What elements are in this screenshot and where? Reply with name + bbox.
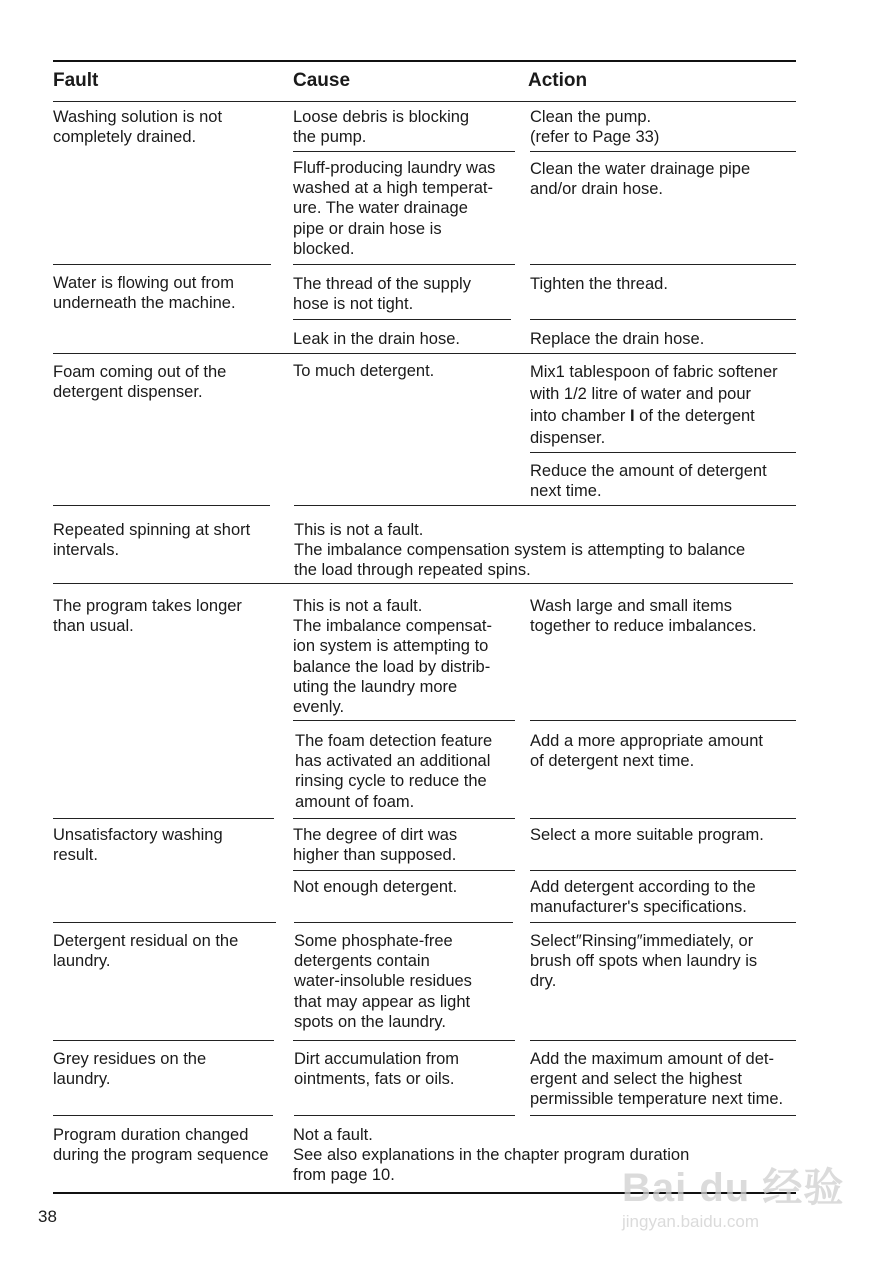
cause-text: The thread of the supply hose is not tight.	[293, 275, 471, 314]
divider	[530, 319, 796, 320]
action-text: Add a more appropriate amount of detergent next time.	[530, 732, 763, 771]
fault-text: Repeated spinning at short intervals.	[53, 521, 251, 560]
divider	[53, 1040, 274, 1041]
action-text: Clean the pump. (refer to Page 33)	[530, 108, 660, 147]
divider	[53, 264, 271, 265]
divider	[530, 1115, 796, 1116]
action-text: Add detergent according to the manufacturer's specifications.	[530, 878, 756, 917]
divider	[293, 818, 515, 819]
cause-text: This is not a fault. The imbalance compensat- ion system is attempting to balance the load by distrib- uting the laundry more evenly.	[293, 597, 493, 717]
cause-text: Dirt accumulation from ointments, fats or oils.	[294, 1050, 460, 1089]
action-text: Wash large and small items together to reduce imbalances.	[530, 597, 757, 636]
fault-text: Detergent residual on the laundry.	[53, 932, 239, 971]
cause-text: Not a fault. See also explanations in the chapter program duration from page 10.	[293, 1126, 690, 1185]
fault-text: The program takes longer than usual.	[53, 597, 242, 636]
divider	[530, 720, 796, 721]
action-text: Replace the drain hose.	[530, 330, 705, 348]
action-text: Tighten the thread.	[530, 275, 668, 293]
action-text-start: Mix1 tablespoon of fabric softener with 1/2 litre of water and pour into chamber	[530, 363, 778, 425]
page-number: 38	[38, 1207, 57, 1226]
cause-text: This is not a fault. The imbalance compensation system is attempting to balance the load through repeated spins.	[294, 521, 746, 580]
divider	[293, 720, 515, 721]
header-cause: Cause	[293, 70, 351, 91]
action-text: Reduce the amount of detergent next time.	[530, 462, 767, 501]
divider	[53, 922, 276, 923]
cause-text: Fluff-producing laundry was washed at a high temperat- ure. The water drainage pipe or drain hose is blocked.	[293, 159, 496, 258]
divider	[530, 151, 796, 152]
fault-text: Washing solution is not completely drained.	[53, 108, 223, 147]
divider	[294, 505, 796, 506]
divider	[294, 1115, 515, 1116]
cause-text: The degree of dirt was higher than supposed.	[293, 826, 458, 865]
divider	[53, 1115, 273, 1116]
header-action: Action	[528, 70, 588, 91]
chamber-marker: I	[629, 407, 635, 425]
header-rule	[53, 101, 796, 102]
divider	[530, 1040, 796, 1041]
watermark-logo: Bai du 经验	[622, 1166, 845, 1210]
divider	[530, 818, 796, 819]
divider	[293, 264, 515, 265]
top-rule	[53, 60, 796, 62]
cause-text: Leak in the drain hose.	[293, 330, 460, 348]
divider	[530, 452, 796, 453]
cause-text: The foam detection feature has activated an additional rinsing cycle to reduce the amount of foam.	[295, 732, 493, 811]
cause-text: Not enough detergent.	[293, 878, 458, 896]
fault-text: Foam coming out of the detergent dispenser.	[53, 363, 227, 402]
divider	[293, 319, 511, 320]
divider	[293, 151, 515, 152]
action-text: Select″Rinsing″immediately, or brush off spots when laundry is dry.	[530, 932, 758, 991]
fault-text: Grey residues on the laundry.	[53, 1050, 207, 1089]
divider	[293, 1040, 515, 1041]
cause-text: Loose debris is blocking the pump.	[293, 108, 470, 147]
fault-text: Water is flowing out from underneath the machine.	[53, 274, 236, 313]
action-text: Add the maximum amount of det- ergent and select the highest permissible temperature next time.	[530, 1050, 784, 1109]
fault-text: Program duration changed during the program sequence	[53, 1126, 269, 1165]
cause-text: Some phosphate-free detergents contain water-insoluble residues that may appear as light spots on the laundry.	[294, 932, 472, 1031]
divider	[53, 818, 274, 819]
divider	[293, 870, 515, 871]
divider	[53, 353, 796, 354]
divider	[53, 583, 793, 584]
action-text: Select a more suitable program.	[530, 826, 764, 844]
cause-text: To much detergent.	[293, 362, 435, 380]
divider	[53, 505, 270, 506]
watermark	[622, 1166, 852, 1246]
header-fault: Fault	[53, 70, 99, 91]
divider	[530, 922, 796, 923]
action-text-end: of the detergent dispenser.	[530, 407, 755, 447]
watermark-url: jingyan.baidu.com	[622, 1212, 760, 1231]
fault-text: Unsatisfactory washing result.	[53, 826, 223, 865]
divider	[530, 264, 796, 265]
divider	[530, 870, 796, 871]
divider	[294, 922, 513, 923]
action-text	[530, 361, 778, 449]
action-text: Clean the water drainage pipe and/or drain hose.	[530, 160, 751, 199]
